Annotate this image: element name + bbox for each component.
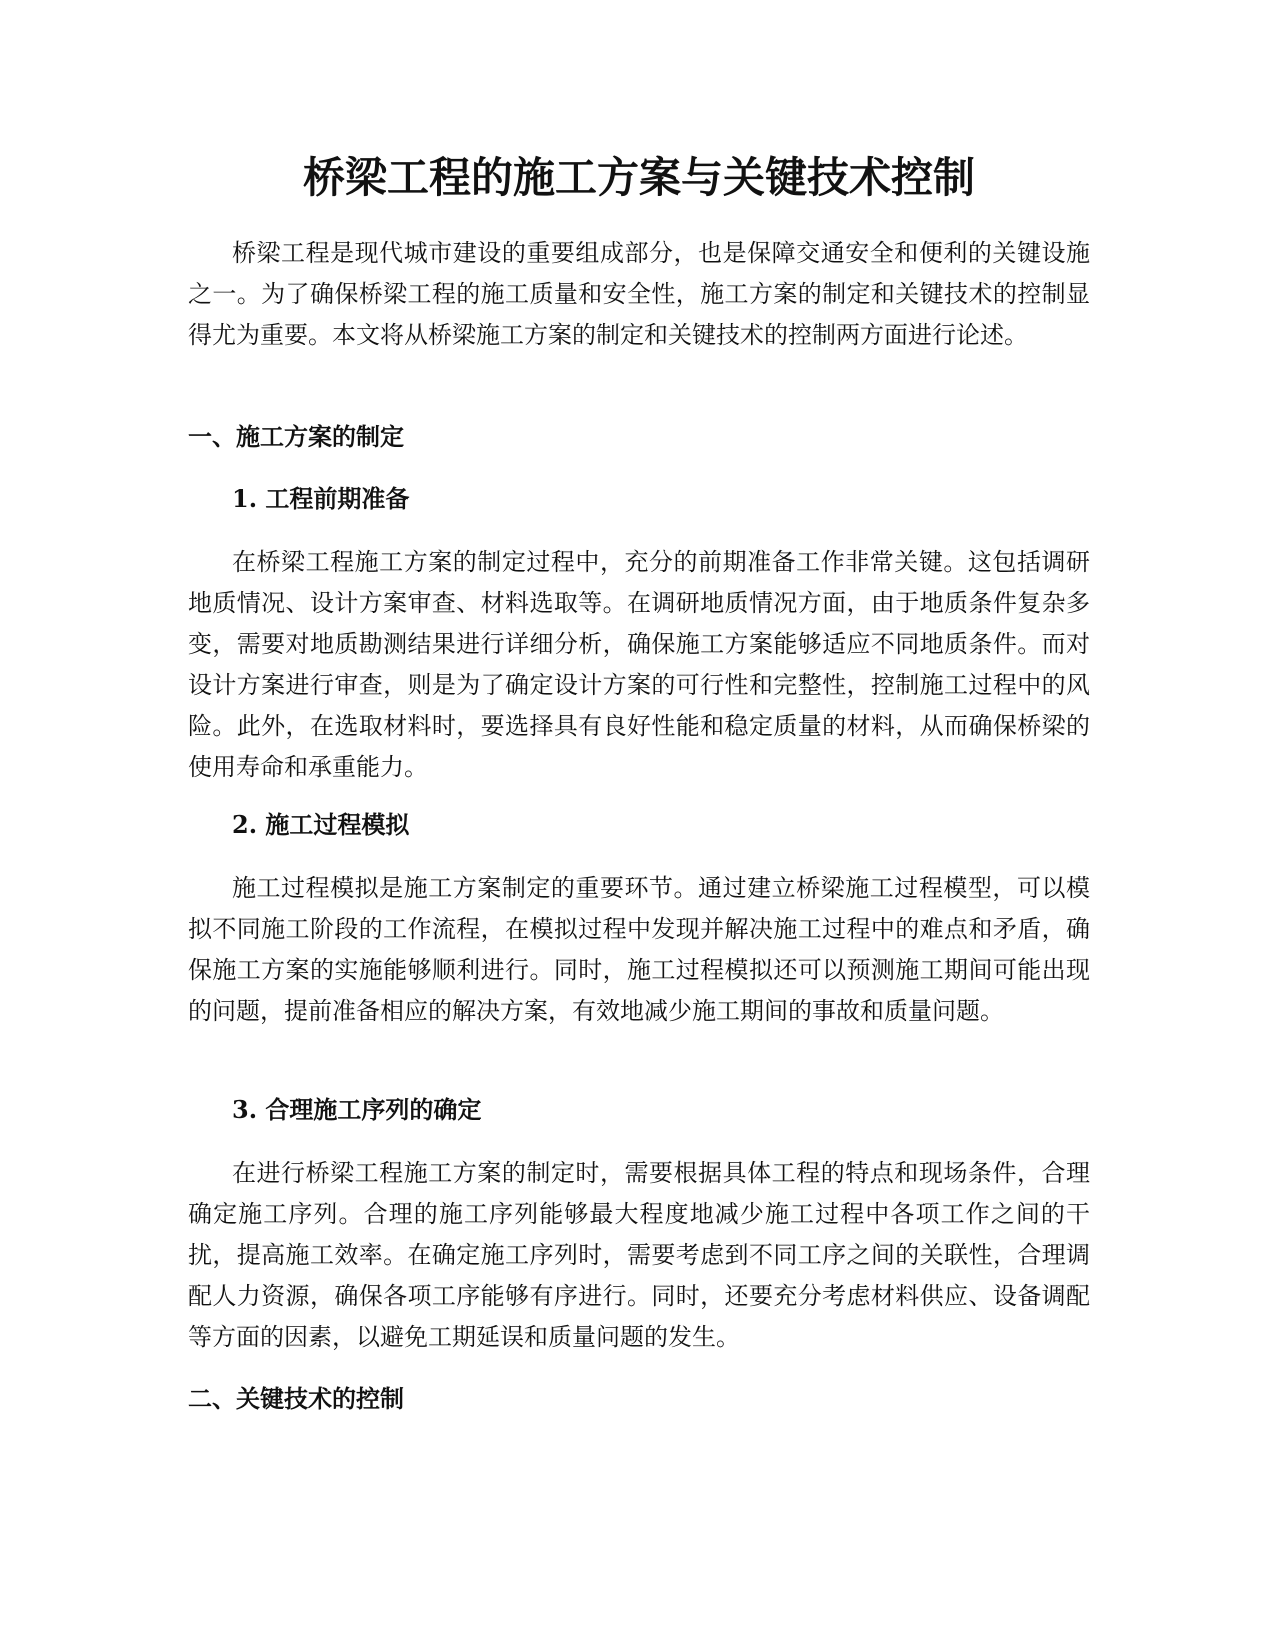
subsection-body-3: 在进行桥梁工程施工方案的制定时，需要根据具体工程的特点和现场条件，合理确定施工序列。合理的施工序列能够最大程度地减少施工过程中各项工作之间的干扰，提高施工效率。在确定施工序列时，需要考虑到不同工序之间的关联性，合理调配人力资源，确保各项工序能够有序进行。同时，还要充分考虑材料供应、设备调配等方面的因素，以避免工期延误和质量问题的发生。: [188, 1159, 1090, 1351]
subsection-body-2: 施工过程模拟是施工方案制定的重要环节。通过建立桥梁施工过程模型，可以模拟不同施工阶段的工作流程，在模拟过程中发现并解决施工过程中的难点和矛盾，确保施工方案的实施能够顺利进行。同时，施工过程模拟还可以预测施工期间可能出现的问题，提前准备相应的解决方案，有效地减少施工期间的事故和质量问题。: [188, 874, 1090, 1025]
subsection-title-3: 3. 合理施工序列的确定: [232, 1095, 482, 1124]
section-heading-2: 二、关键技术的控制: [188, 1385, 404, 1413]
document-title: 桥梁工程的施工方案与关键技术控制: [302, 153, 975, 202]
subsection-title-1: 1. 工程前期准备: [232, 484, 410, 513]
intro-paragraph: 桥梁工程是现代城市建设的重要组成部分，也是保障交通安全和便利的关键设施之一。为了确保桥梁工程的施工质量和安全性，施工方案的制定和关键技术的控制显得尤为重要。本文将从桥梁施工方案的制定和关键技术的控制两方面进行论述。: [188, 239, 1090, 349]
subsection-title-2: 2. 施工过程模拟: [232, 810, 410, 839]
section-heading-1: 一、施工方案的制定: [188, 423, 404, 451]
subsection-body-1: 在桥梁工程施工方案的制定过程中，充分的前期准备工作非常关键。这包括调研地质情况、设计方案审查、材料选取等。在调研地质情况方面，由于地质条件复杂多变，需要对地质勘测结果进行详细分析，确保施工方案能够适应不同地质条件。而对设计方案进行审查，则是为了确定设计方案的可行性和完整性，控制施工过程中的风险。此外，在选取材料时，要选择具有良好性能和稳定质量的材料，从而确保桥梁的使用寿命和承重能力。: [188, 548, 1090, 781]
